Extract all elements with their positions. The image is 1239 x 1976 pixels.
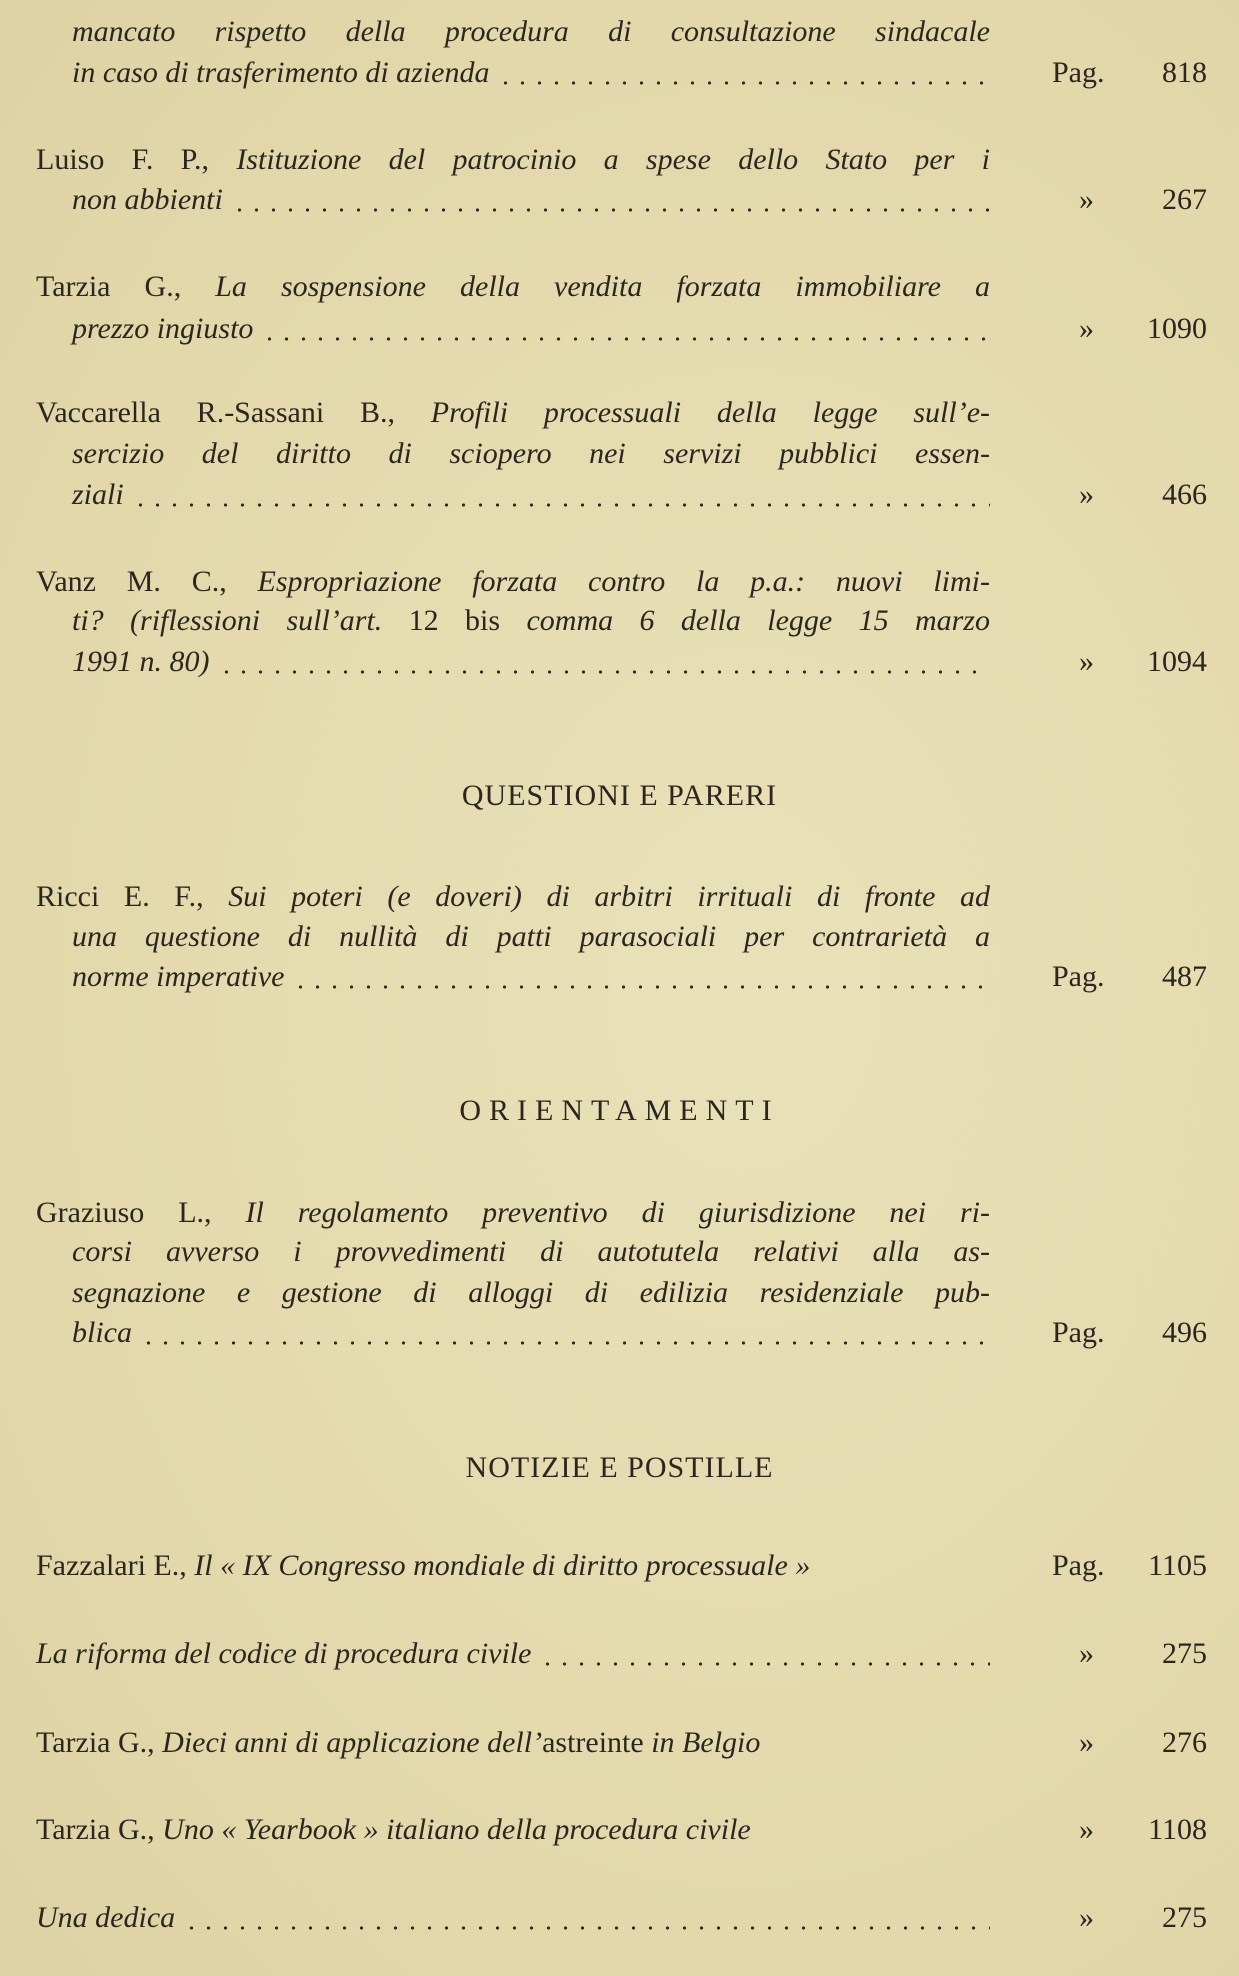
entry-line [36, 475, 1211, 515]
entry-title-text: 1991 n. 80) [72, 645, 210, 678]
entry-text [72, 12, 990, 52]
entry-line [36, 1273, 1211, 1313]
dot-leader [497, 53, 990, 93]
page-number: 466 [1162, 478, 1207, 511]
entry-line [36, 1634, 1211, 1674]
entry-author-text: Graziuso L., [36, 1196, 246, 1229]
entry-text [36, 1546, 990, 1586]
entry-text [72, 601, 990, 641]
entry-line [36, 1546, 1211, 1586]
page-prefix: » [1079, 478, 1094, 511]
entry-text [72, 1313, 990, 1353]
page-number: 276 [1162, 1726, 1207, 1759]
entry-title-text: corsi avverso i provvedimenti di autotutela relativi alla as- [72, 1235, 990, 1268]
entry-text [36, 267, 990, 307]
entry-text [36, 1634, 990, 1674]
entry-title-text: Il regolamento preventivo di giurisdizione nei ri- [245, 1196, 990, 1229]
entry-text [72, 1273, 990, 1313]
entry-author-text: Tarzia G., [36, 270, 216, 303]
entry-line [36, 1810, 1211, 1850]
entry-title-text: ziali [72, 478, 124, 511]
page-prefix: » [1079, 183, 1094, 216]
entry-text [36, 562, 990, 602]
entry-title-text: non abbienti [72, 183, 223, 216]
entry-line [36, 601, 1211, 641]
section-heading: NOTIZIE E POSTILLE [465, 1451, 774, 1484]
entry-line [36, 180, 1211, 220]
entry-line [36, 917, 1211, 957]
entry-line [36, 642, 1211, 682]
entry-title-text: prezzo ingiusto [72, 312, 254, 345]
entry-title-text: comma 6 della legge 15 marzo [500, 604, 990, 637]
page-prefix: » [1079, 1637, 1094, 1670]
entry-title-text: La riforma del codice di procedura civile [36, 1637, 532, 1670]
entry-text [36, 1810, 990, 1850]
entry-title-text: Il « IX Congresso mondiale di diritto processuale » [194, 1549, 811, 1582]
entry-author-text: Ricci E. F., [36, 880, 229, 913]
entry-author-text: Tarzia G., [36, 1726, 163, 1759]
entry-title-text: mancato rispetto della procedura di consultazione sindacale [72, 15, 990, 48]
entry-line [36, 1193, 1211, 1233]
entry-title-text: ti? (riflessioni sull’art. [72, 604, 409, 637]
entry-text [72, 309, 990, 349]
entry-title-text: in Belgio [643, 1726, 761, 1759]
entry-title-text: Istituzione del patrocinio a spese dello Stato per i [236, 143, 990, 176]
entry-line [36, 393, 1211, 433]
entry-text [72, 917, 990, 957]
entry-text [72, 1232, 990, 1272]
entry-title-text: sercizio del diritto di sciopero nei servizi pubblici essen- [72, 437, 990, 470]
page-prefix: » [1079, 645, 1094, 678]
page-number: 1094 [1147, 645, 1207, 678]
entry-text [72, 475, 990, 515]
entry-line [36, 1898, 1211, 1938]
entry-line [36, 1723, 1211, 1763]
section-heading: QUESTIONI E PARERI [461, 779, 778, 812]
dot-leader [218, 642, 991, 682]
entry-line [36, 434, 1211, 474]
entry-line [36, 1313, 1211, 1353]
page-number: 267 [1162, 183, 1207, 216]
entry-line [36, 12, 1211, 52]
entry-title-text: segnazione e gestione di alloggi di edilizia residenziale pub- [72, 1276, 990, 1309]
entry-text [72, 957, 990, 997]
entry-line [36, 267, 1211, 307]
page-number: 818 [1162, 56, 1207, 89]
entry-line [36, 1232, 1211, 1272]
page-prefix: Pag. [1052, 1316, 1105, 1349]
entry-line [36, 309, 1211, 349]
entry-author-text: 12 bis [408, 604, 501, 637]
entry-author-text: Luiso F. P., [36, 143, 237, 176]
entry-author-text: Tarzia G., [36, 1813, 163, 1846]
entry-author-text: Fazzalari E., [36, 1549, 195, 1582]
entry-text [72, 642, 990, 682]
entry-title-text: Profili processuali della legge sull’e- [430, 396, 990, 429]
dot-leader [183, 1898, 990, 1938]
entry-title-text: una questione di nullità di patti parasociali per contrarietà a [72, 920, 990, 953]
entry-author-text: astreinte [542, 1726, 644, 1759]
page-number: 487 [1162, 960, 1207, 993]
entry-line [36, 562, 1211, 602]
entry-line [36, 877, 1211, 917]
page-prefix: Pag. [1052, 960, 1105, 993]
dot-leader [292, 957, 990, 997]
entry-text [36, 140, 990, 180]
entry-text [36, 393, 990, 433]
entry-title-text: Uno « Yearbook » italiano della procedura civile [162, 1813, 751, 1846]
entry-title-text: Dieci anni di applicazione dell’ [162, 1726, 543, 1759]
page-prefix: » [1079, 1901, 1094, 1934]
page-number: 275 [1162, 1637, 1207, 1670]
entry-line [36, 140, 1211, 180]
entry-text [36, 1193, 990, 1233]
dot-leader [261, 309, 990, 349]
dot-leader [140, 1313, 990, 1353]
dot-leader [231, 180, 990, 220]
page-prefix: Pag. [1052, 56, 1105, 89]
entry-text [36, 1723, 990, 1763]
entry-author-text: Vaccarella R.-Sassani B., [36, 396, 431, 429]
page-prefix: » [1079, 1726, 1094, 1759]
entry-title-text: La sospensione della vendita forzata immobiliare a [215, 270, 990, 303]
page-number: 1090 [1147, 312, 1207, 345]
page-number: 1105 [1148, 1549, 1207, 1582]
entry-text [72, 434, 990, 474]
entry-text [72, 53, 990, 93]
entry-text [36, 877, 990, 917]
entry-title-text: Una dedica [36, 1901, 176, 1934]
dot-leader [539, 1634, 990, 1674]
entry-title-text: blica [72, 1316, 132, 1349]
entry-title-text: Espropriazione forzata contro la p.a.: nuovi limi- [257, 565, 990, 598]
dot-leader [132, 475, 990, 515]
entry-title-text: norme imperative [72, 960, 285, 993]
entry-line [36, 957, 1211, 997]
entry-line [36, 53, 1211, 93]
page-number: 496 [1162, 1316, 1207, 1349]
entry-text [36, 1898, 990, 1938]
page-prefix: Pag. [1052, 1549, 1105, 1582]
section-heading: ORIENTAMENTI [459, 1094, 780, 1127]
entry-text [72, 180, 990, 220]
page-prefix: » [1079, 312, 1094, 345]
page-number: 1108 [1148, 1813, 1207, 1846]
entry-title-text: Sui poteri (e doveri) di arbitri irrituali di fronte ad [228, 880, 990, 913]
entry-author-text: Vanz M. C., [36, 565, 258, 598]
page-prefix: » [1079, 1813, 1094, 1846]
entry-title-text: in caso di trasferimento di azienda [72, 56, 490, 89]
page-number: 275 [1162, 1901, 1207, 1934]
